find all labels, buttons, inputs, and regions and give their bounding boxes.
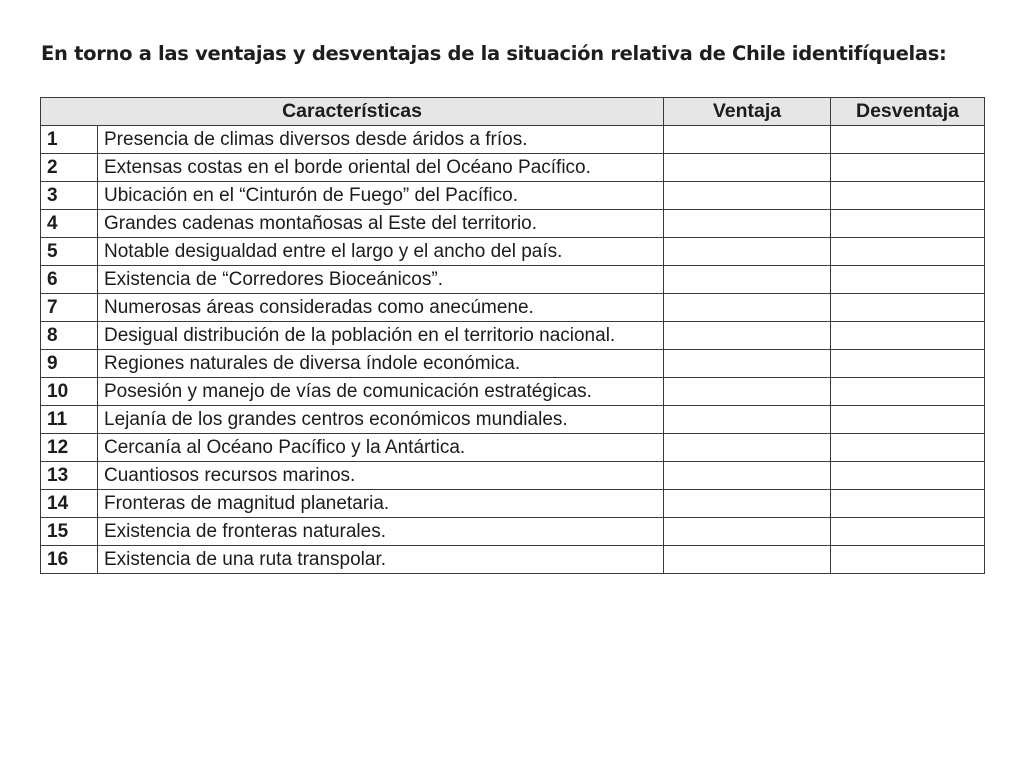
ventaja-cell[interactable]	[664, 434, 831, 462]
desventaja-cell[interactable]	[831, 350, 985, 378]
header-ventaja: Ventaja	[664, 98, 831, 126]
table-row	[41, 546, 985, 574]
desventaja-cell[interactable]	[831, 434, 985, 462]
row-characteristic: Posesión y manejo de vías de comunicación estratégicas.	[98, 378, 664, 406]
desventaja-cell[interactable]	[831, 490, 985, 518]
ventaja-cell[interactable]	[664, 462, 831, 490]
row-number: 6	[41, 266, 98, 294]
row-characteristic: Grandes cadenas montañosas al Este del territorio.	[98, 210, 664, 238]
desventaja-cell[interactable]	[831, 238, 985, 266]
ventaja-cell[interactable]	[664, 126, 831, 154]
ventaja-cell[interactable]	[664, 154, 831, 182]
desventaja-cell[interactable]	[831, 406, 985, 434]
row-characteristic: Ubicación en el “Cinturón de Fuego” del Pacífico.	[98, 182, 664, 210]
ventaja-cell[interactable]	[664, 322, 831, 350]
table-row	[41, 266, 985, 294]
row-number: 7	[41, 294, 98, 322]
desventaja-cell[interactable]	[831, 210, 985, 238]
table-body	[41, 126, 985, 574]
desventaja-cell[interactable]	[831, 378, 985, 406]
row-number: 9	[41, 350, 98, 378]
table-row	[41, 406, 985, 434]
ventaja-cell[interactable]	[664, 546, 831, 574]
row-number: 16	[41, 546, 98, 574]
row-characteristic: Regiones naturales de diversa índole económica.	[98, 350, 664, 378]
ventaja-cell[interactable]	[664, 406, 831, 434]
row-number: 11	[41, 406, 98, 434]
row-number: 8	[41, 322, 98, 350]
row-characteristic: Lejanía de los grandes centros económicos mundiales.	[98, 406, 664, 434]
ventaja-cell[interactable]	[664, 490, 831, 518]
desventaja-cell[interactable]	[831, 518, 985, 546]
ventaja-cell[interactable]	[664, 238, 831, 266]
row-number: 2	[41, 154, 98, 182]
table-row	[41, 322, 985, 350]
table-row	[41, 126, 985, 154]
table-row	[41, 518, 985, 546]
table-row	[41, 378, 985, 406]
desventaja-cell[interactable]	[831, 154, 985, 182]
ventaja-cell[interactable]	[664, 518, 831, 546]
ventaja-cell[interactable]	[664, 182, 831, 210]
table-row	[41, 434, 985, 462]
row-characteristic: Presencia de climas diversos desde áridos a fríos.	[98, 126, 664, 154]
row-number: 13	[41, 462, 98, 490]
ventaja-cell[interactable]	[664, 294, 831, 322]
table-row	[41, 182, 985, 210]
table-row	[41, 294, 985, 322]
row-characteristic: Extensas costas en el borde oriental del Océano Pacífico.	[98, 154, 664, 182]
row-characteristic: Existencia de “Corredores Bioceánicos”.	[98, 266, 664, 294]
row-number: 3	[41, 182, 98, 210]
characteristics-table	[40, 97, 985, 574]
row-number: 5	[41, 238, 98, 266]
table-row	[41, 462, 985, 490]
row-number: 12	[41, 434, 98, 462]
ventaja-cell[interactable]	[664, 266, 831, 294]
table-row	[41, 490, 985, 518]
desventaja-cell[interactable]	[831, 266, 985, 294]
table-row	[41, 154, 985, 182]
row-number: 10	[41, 378, 98, 406]
desventaja-cell[interactable]	[831, 546, 985, 574]
desventaja-cell[interactable]	[831, 462, 985, 490]
table-header-row	[41, 98, 985, 126]
row-number: 14	[41, 490, 98, 518]
table-row	[41, 238, 985, 266]
table-row	[41, 210, 985, 238]
row-characteristic: Desigual distribución de la población en el territorio nacional.	[98, 322, 664, 350]
row-characteristic: Notable desigualdad entre el largo y el ancho del país.	[98, 238, 664, 266]
header-caracteristicas: Características	[41, 98, 664, 126]
ventaja-cell[interactable]	[664, 350, 831, 378]
row-characteristic: Cuantiosos recursos marinos.	[98, 462, 664, 490]
desventaja-cell[interactable]	[831, 294, 985, 322]
row-characteristic: Cercanía al Océano Pacífico y la Antártica.	[98, 434, 664, 462]
worksheet-title: En torno a las ventajas y desventajas de la situación relativa de Chile identifíquelas:	[41, 42, 947, 65]
row-characteristic: Numerosas áreas consideradas como anecúmene.	[98, 294, 664, 322]
header-desventaja: Desventaja	[831, 98, 985, 126]
desventaja-cell[interactable]	[831, 126, 985, 154]
row-number: 15	[41, 518, 98, 546]
row-characteristic: Existencia de una ruta transpolar.	[98, 546, 664, 574]
row-number: 1	[41, 126, 98, 154]
row-number: 4	[41, 210, 98, 238]
ventaja-cell[interactable]	[664, 210, 831, 238]
ventaja-cell[interactable]	[664, 378, 831, 406]
table-row	[41, 350, 985, 378]
row-characteristic: Fronteras de magnitud planetaria.	[98, 490, 664, 518]
desventaja-cell[interactable]	[831, 322, 985, 350]
desventaja-cell[interactable]	[831, 182, 985, 210]
row-characteristic: Existencia de fronteras naturales.	[98, 518, 664, 546]
